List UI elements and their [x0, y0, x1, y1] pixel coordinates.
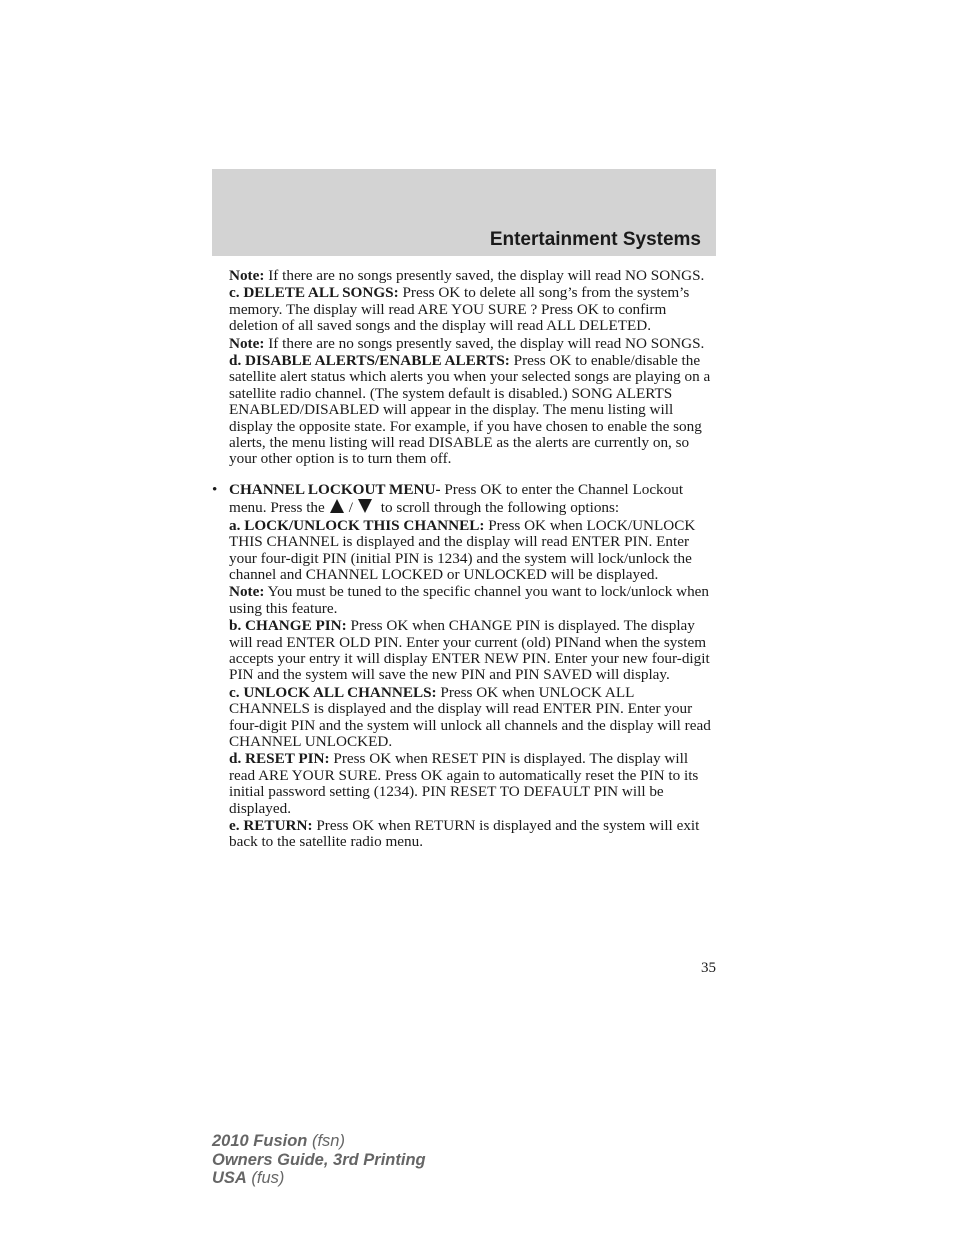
footer-region-code: (fus): [246, 1169, 285, 1187]
arrow-up-icon: [329, 498, 345, 514]
sub-paragraph-label: c. UNLOCK ALL CHANNELS:: [229, 683, 437, 701]
page-content: [212, 267, 716, 852]
page-number: 35: [701, 960, 716, 976]
sub-paragraph-label: d. RESET PIN:: [229, 750, 330, 768]
arrow-down-icon: [357, 498, 373, 514]
bullet-paragraph: [229, 482, 716, 517]
section-header-band: [212, 169, 716, 256]
section-title: Entertainment Systems: [489, 229, 701, 250]
paragraph-delete-all-songs: [229, 285, 716, 334]
sub-paragraph-text: You must be tuned to the specific channel you want to lock/unlock when using this feature.: [229, 583, 709, 617]
sub-paragraph-change-pin: [229, 618, 716, 684]
footer-model: 2010 Fusion: [212, 1132, 308, 1150]
paragraph-label: c. DELETE ALL SONGS:: [229, 284, 399, 302]
paragraph-label: Note:: [229, 334, 265, 352]
sub-paragraph-lock-unlock: [229, 518, 716, 584]
paragraph-note-no-songs-2: [229, 336, 716, 352]
arrow-separator: /: [348, 499, 353, 517]
paragraph-label: d. DISABLE ALERTS/ENABLE ALERTS:: [229, 352, 510, 370]
footer-line-model: [212, 1132, 426, 1151]
paragraph-disable-alerts: [229, 353, 716, 468]
sub-paragraph-unlock-all: [229, 685, 716, 751]
footer-model-code: (fsn): [307, 1132, 345, 1150]
sub-paragraph-text: Press OK when CHANGE PIN is displayed. The display will read ENTER OLD PIN. Enter your current (old) PINand when the system accepts your entry it will display ENTER NEW PIN. Enter your new four-digit PIN and the system will save the new PIN and PIN SAVED will display.: [229, 617, 710, 684]
bullet-text-after: to scroll through the following options:: [377, 499, 620, 517]
sub-paragraph-text: Press OK when UNLOCK ALL CHANNELS is displayed and the display will read ENTER PIN. Enter your four-digit PIN and the system will unlock all channels and the display will read CHANNEL UNLOCKED.: [229, 683, 711, 750]
paragraph-note-no-songs: [229, 268, 716, 284]
footer-line-guide: [212, 1151, 426, 1170]
sub-paragraph-return: [229, 818, 716, 851]
sub-paragraph-text: Press OK when RETURN is displayed and the system will exit back to the satellite radio menu.: [229, 817, 700, 851]
bullet-label: CHANNEL LOCKOUT MENU-: [229, 480, 441, 498]
footer-region: USA: [212, 1169, 247, 1187]
sub-paragraph-reset-pin: [229, 751, 716, 817]
sub-paragraph-label: a. LOCK/UNLOCK THIS CHANNEL:: [229, 516, 485, 534]
paragraph-text: Press OK to delete all song’s from the system’s memory. The display will read ARE YOU SURE ? Press OK to confirm deletion of all saved songs and the display will read ALL DELETED.: [229, 284, 690, 335]
sub-paragraph-text: Press OK when LOCK/UNLOCK THIS CHANNEL is displayed and the display will read ENTER PIN. Enter your four-digit PIN (initial PIN is 1234) and the system will lock/unlock the channel and CHANNEL LOCKED or UNLOCKED will be displayed.: [229, 516, 696, 583]
bullet-symbol: •: [212, 480, 218, 498]
sub-paragraph-note-tuned: [229, 584, 716, 617]
sub-paragraph-label: e. RETURN:: [229, 817, 313, 834]
paragraph-text: Press OK to enable/disable the satellite alert status which alerts you when your selected songs are playing on a satellite radio channel. (The system default is disabled.) SONG ALERTS ENABLED/DISABLED will appear in the display. The menu listing will display the opposite state. For example, if you have chosen to enable the song alerts, the menu listing will read DISABLE as the alerts are currently on, so your other option is to turn them off.: [229, 352, 711, 468]
paragraph-label: Note:: [229, 267, 265, 284]
bullet-text: Press OK to enter the Channel Lockout menu. Press the: [229, 480, 684, 517]
sub-paragraph-label: Note:: [229, 583, 265, 601]
paragraph-text: If there are no songs presently saved, the display will read NO SONGS.: [264, 267, 705, 284]
footer-guide: Owners Guide, 3rd Printing: [212, 1150, 426, 1169]
document-footer: [212, 1132, 426, 1188]
paragraph-text: If there are no songs presently saved, the display will read NO SONGS.: [264, 334, 705, 352]
sub-paragraph-label: b. CHANGE PIN:: [229, 617, 347, 635]
bullet-channel-lockout-menu: [212, 480, 716, 851]
sub-paragraph-text: Press OK when RESET PIN is displayed. The display will read ARE YOUR SURE. Press OK again to automatically reset the PIN to its initial password setting (1234). PIN RESET TO DEFAULT PIN will be displayed.: [229, 750, 699, 817]
footer-line-region: [212, 1169, 426, 1188]
